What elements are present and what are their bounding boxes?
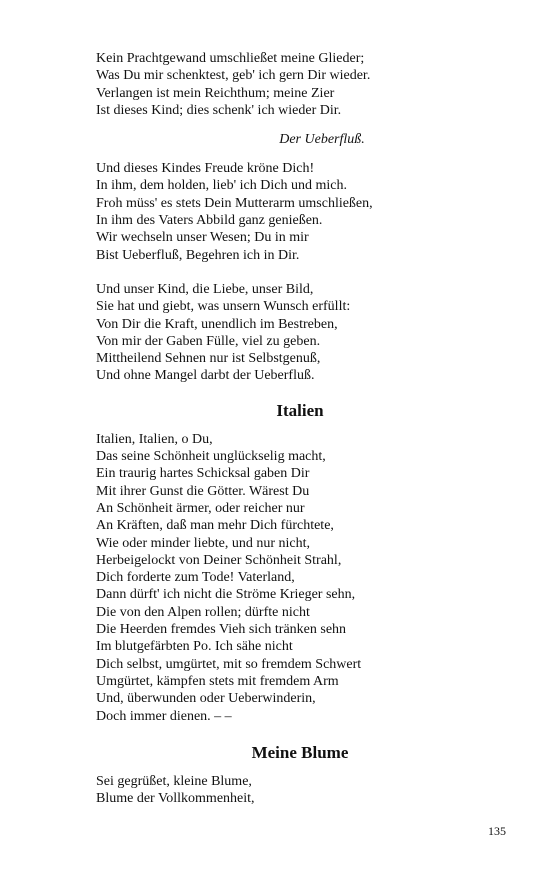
verse-line: An Kräften, daß man mehr Dich fürchtete,	[96, 518, 334, 534]
verse-line: Dann dürft' ich nicht die Ströme Krieger sehn,	[96, 587, 356, 603]
verse-line: Doch immer dienen. – –	[96, 708, 232, 724]
verse-line: Mittheilend Sehnen nur ist Selbstgenuß,	[96, 351, 321, 367]
verse-line: Kein Prachtgewand umschließet meine Glieder;	[96, 51, 365, 66]
stanza-gap	[96, 264, 496, 281]
verse-line: Umgürtet, kämpfen stets mit fremdem Arm	[96, 673, 339, 689]
verse-line: Sie hat und giebt, was unsern Wunsch erfüllt:	[96, 299, 351, 315]
page-body	[96, 50, 496, 807]
verse-line: Dich forderte zum Tode! Vaterland,	[96, 570, 295, 586]
poem-meine-blume	[96, 773, 496, 808]
verse-line: Und, überwunden oder Ueberwinderin,	[96, 691, 316, 707]
speaker-heading: Der Ueberfluß.	[279, 132, 365, 148]
poem-italien	[96, 431, 496, 725]
page-number: 135	[488, 824, 506, 838]
verse-line: Mit ihrer Gunst die Götter. Wärest Du	[96, 483, 310, 499]
stanza-2	[96, 160, 496, 264]
verse-line: In ihm, dem holden, lieb' ich Dich und mich.	[96, 178, 347, 194]
stanza-3	[96, 281, 496, 385]
verse-line: Wir wechseln unser Wesen; Du in mir	[96, 230, 309, 246]
verse-line: Die von den Alpen rollen; dürfte nicht	[96, 604, 310, 620]
verse-line: Was Du mir schenktest, geb' ich gern Dir wieder.	[96, 68, 371, 84]
verse-line: Und unser Kind, die Liebe, unser Bild,	[96, 281, 314, 297]
verse-line: An Schönheit ärmer, oder reicher nur	[96, 500, 305, 516]
poem-title-meine-blume: Meine Blume	[251, 742, 349, 762]
verse-line: Italien, Italien, o Du,	[96, 431, 213, 447]
verse-line: Verlangen ist mein Reichthum; meine Zier	[96, 85, 335, 101]
verse-line: Das seine Schönheit unglückselig macht,	[96, 449, 326, 465]
verse-line: Und ohne Mangel darbt der Ueberfluß.	[96, 368, 315, 384]
verse-line: Blume der Vollkommenheit,	[96, 791, 255, 807]
verse-line: Die Heerden fremdes Vieh sich tränken sehn	[96, 622, 347, 638]
verse-line: Und dieses Kindes Freude kröne Dich!	[96, 161, 315, 177]
verse-line: Bist Ueberfluß, Begehren ich in Dir.	[96, 247, 300, 263]
verse-line: Herbeigelockt von Deiner Schönheit Strahl,	[96, 552, 342, 568]
poem-title-italien: Italien	[276, 400, 324, 420]
verse-line: Ein traurig hartes Schicksal gaben Dir	[96, 466, 310, 482]
verse-line: Dich selbst, umgürtet, mit so fremdem Schwert	[96, 656, 362, 672]
verse-line: Wie oder minder liebte, und nur nicht,	[96, 535, 311, 551]
verse-line: Von Dir die Kraft, unendlich im Bestreben,	[96, 316, 338, 332]
verse-line: Im blutgefärbten Po. Ich sähe nicht	[96, 639, 293, 655]
verse-line: Sei gegrüßet, kleine Blume,	[96, 773, 252, 789]
verse-line: Von mir der Gaben Fülle, viel zu geben.	[96, 333, 321, 349]
stanza-1	[96, 50, 496, 119]
verse-line: Froh müss' es stets Dein Mutterarm umschließen,	[96, 195, 373, 211]
verse-line: In ihm des Vaters Abbild ganz genießen.	[96, 213, 323, 229]
verse-line: Ist dieses Kind; dies schenk' ich wieder Dir.	[96, 102, 342, 118]
